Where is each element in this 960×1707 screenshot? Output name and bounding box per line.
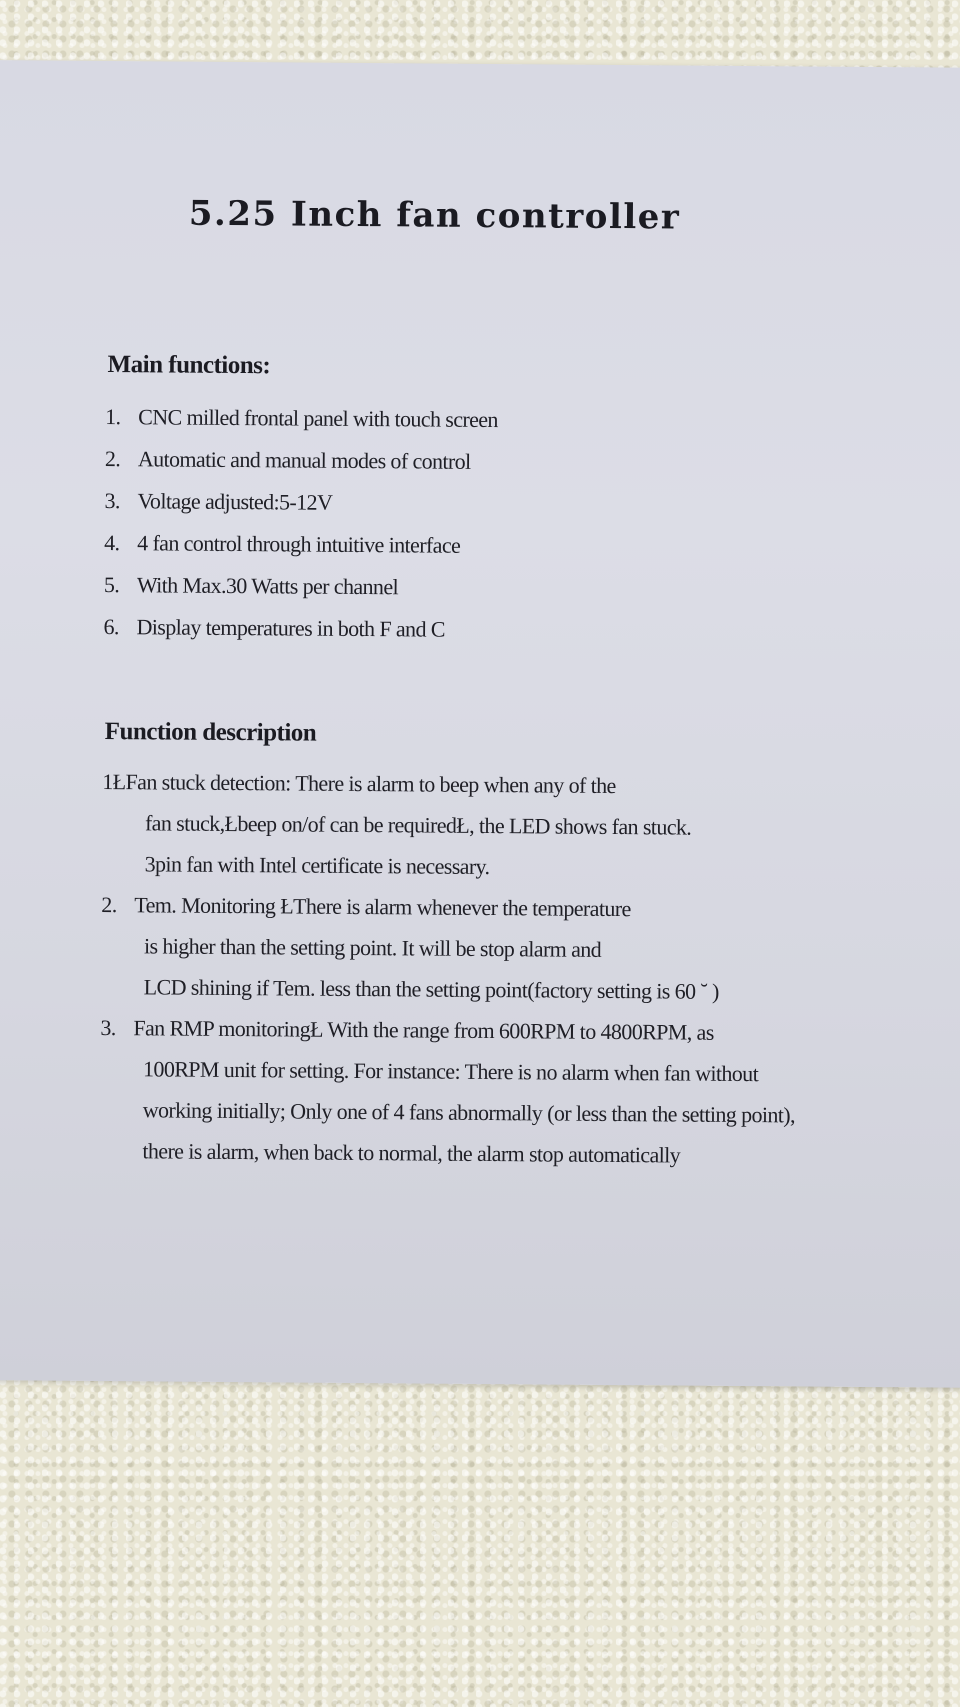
description-line: there is alarm, when back to normal, the alarm stop automatically	[142, 1138, 681, 1168]
list-item: 6. Display temperatures in both F and C	[103, 613, 446, 642]
document-title: 5.25 Inch fan controller	[188, 193, 681, 238]
description-line: LCD shining if Tem. less than the setting point(factory setting is 60 ˘ )	[143, 974, 719, 1004]
list-item: 2. Automatic and manual modes of control	[104, 445, 471, 474]
function-description-heading: Function description	[104, 718, 317, 747]
main-functions-heading: Main functions:	[107, 351, 271, 380]
description-line: 100RPM unit for setting. For instance: There is no alarm when fan without	[142, 1056, 759, 1087]
description-item: 3. Fan RMP monitoringŁ With the range from 600RPM to 4800RPM, as	[100, 1007, 796, 1053]
list-item: 3. Voltage adjusted:5-12V	[104, 487, 333, 515]
list-item: 4. 4 fan control through intuitive interface	[104, 529, 461, 558]
item-number: 3.	[100, 1014, 116, 1041]
description-line: fan stuck,Łbeep on/of can be requiredŁ, the LED shows fan stuck.	[144, 810, 692, 840]
list-item: 5. With Max.30 Watts per channel	[103, 571, 399, 600]
description-line: 3pin fan with Intel certificate is necessary.	[144, 851, 490, 880]
description-line: 1ŁFan stuck detection: There is alarm to beep when any of the	[102, 768, 616, 799]
paper-sheet	[0, 60, 960, 1388]
description-item: 2. Tem. Monitoring ŁThere is alarm whenever the temperature	[101, 884, 797, 930]
item-number: 2.	[101, 891, 117, 918]
description-line: working initially; Only one of 4 fans abnormally (or less than the setting point),	[142, 1097, 796, 1128]
function-description-body	[99, 761, 797, 1176]
main-functions-list	[103, 396, 498, 651]
description-line: is higher than the setting point. It will be stop alarm and	[143, 933, 602, 962]
list-item: 1. CNC milled frontal panel with touch screen	[105, 403, 499, 433]
